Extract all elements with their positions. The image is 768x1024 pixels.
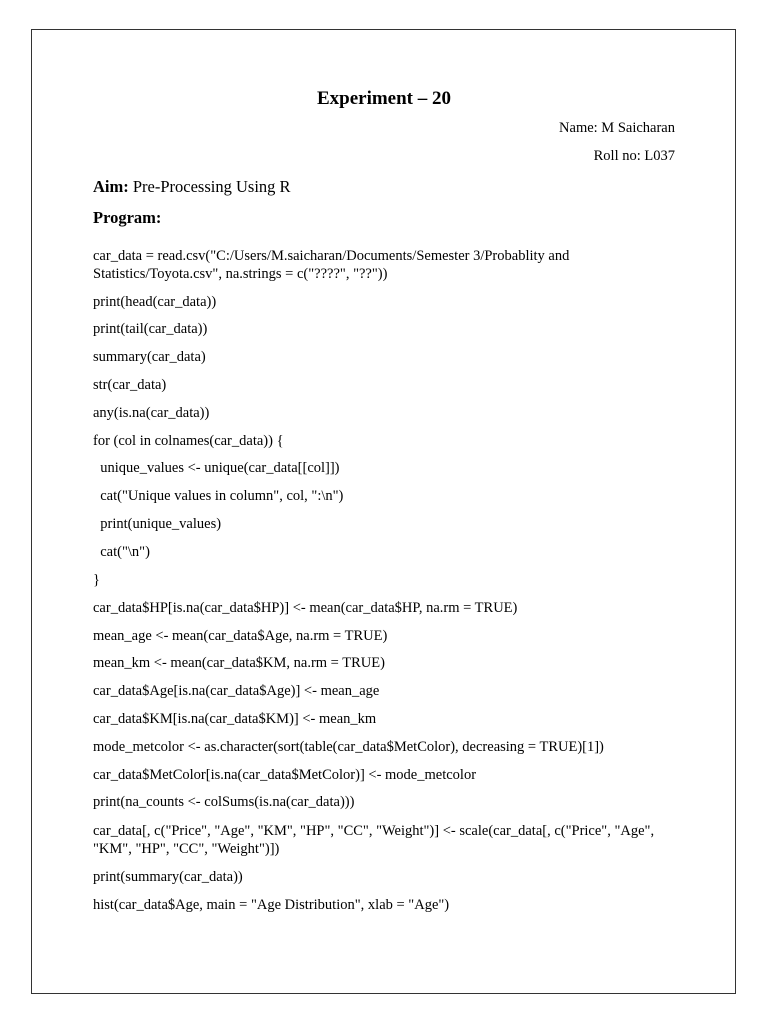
code-line: mean_age <- mean(car_data$Age, na.rm = TRUE) <box>93 628 388 644</box>
code-line: mode_metcolor <- as.character(sort(table(car_data$MetColor), decreasing = TRUE)[1]) <box>93 739 604 755</box>
code-line: unique_values <- unique(car_data[[col]]) <box>93 460 340 476</box>
code-line: car_data = read.csv("C:/Users/M.saicharan/Documents/Semester 3/Probablity and Statistics/Toyota.csv", na.strings = c("????", "??")) <box>93 248 573 282</box>
aim-label: Aim: <box>93 177 129 196</box>
code-line: print(head(car_data)) <box>93 294 217 310</box>
code-line: print(tail(car_data)) <box>93 321 208 337</box>
code-line: print(unique_values) <box>93 516 222 532</box>
code-line: car_data$KM[is.na(car_data$KM)] <- mean_km <box>93 711 377 727</box>
code-line: mean_km <- mean(car_data$KM, na.rm = TRUE) <box>93 655 385 671</box>
code-line: car_data$Age[is.na(car_data$Age)] <- mean_age <box>93 683 380 699</box>
roll-number: Roll no: L037 <box>593 148 675 164</box>
code-line: print(summary(car_data)) <box>93 869 243 885</box>
code-line: car_data[, c("Price", "Age", "KM", "HP", "CC", "Weight")] <- scale(car_data[, c("Price", "Age", "KM", "HP", "CC", "Weight")]) <box>93 823 658 857</box>
code-line: } <box>93 572 100 588</box>
program-heading: Program: <box>93 208 162 227</box>
code-line: car_data$HP[is.na(car_data$HP)] <- mean(car_data$HP, na.rm = TRUE) <box>93 600 518 616</box>
code-line: cat("Unique values in column", col, ":\n") <box>93 488 344 504</box>
code-line: summary(car_data) <box>93 349 206 365</box>
code-line: cat("\n") <box>93 544 150 560</box>
code-line: for (col in colnames(car_data)) { <box>93 433 284 449</box>
document-title: Experiment – 20 <box>316 88 452 109</box>
code-line: hist(car_data$Age, main = "Age Distribution", xlab = "Age") <box>93 897 450 913</box>
code-line: print(na_counts <- colSums(is.na(car_data))) <box>93 794 355 810</box>
code-line: any(is.na(car_data)) <box>93 405 210 421</box>
code-line: car_data$MetColor[is.na(car_data$MetColor)] <- mode_metcolor <box>93 767 477 783</box>
code-line: str(car_data) <box>93 377 167 393</box>
aim-line <box>93 177 291 197</box>
aim-text: Pre-Processing Using R <box>128 177 291 196</box>
student-name: Name: M Saicharan <box>559 120 675 136</box>
